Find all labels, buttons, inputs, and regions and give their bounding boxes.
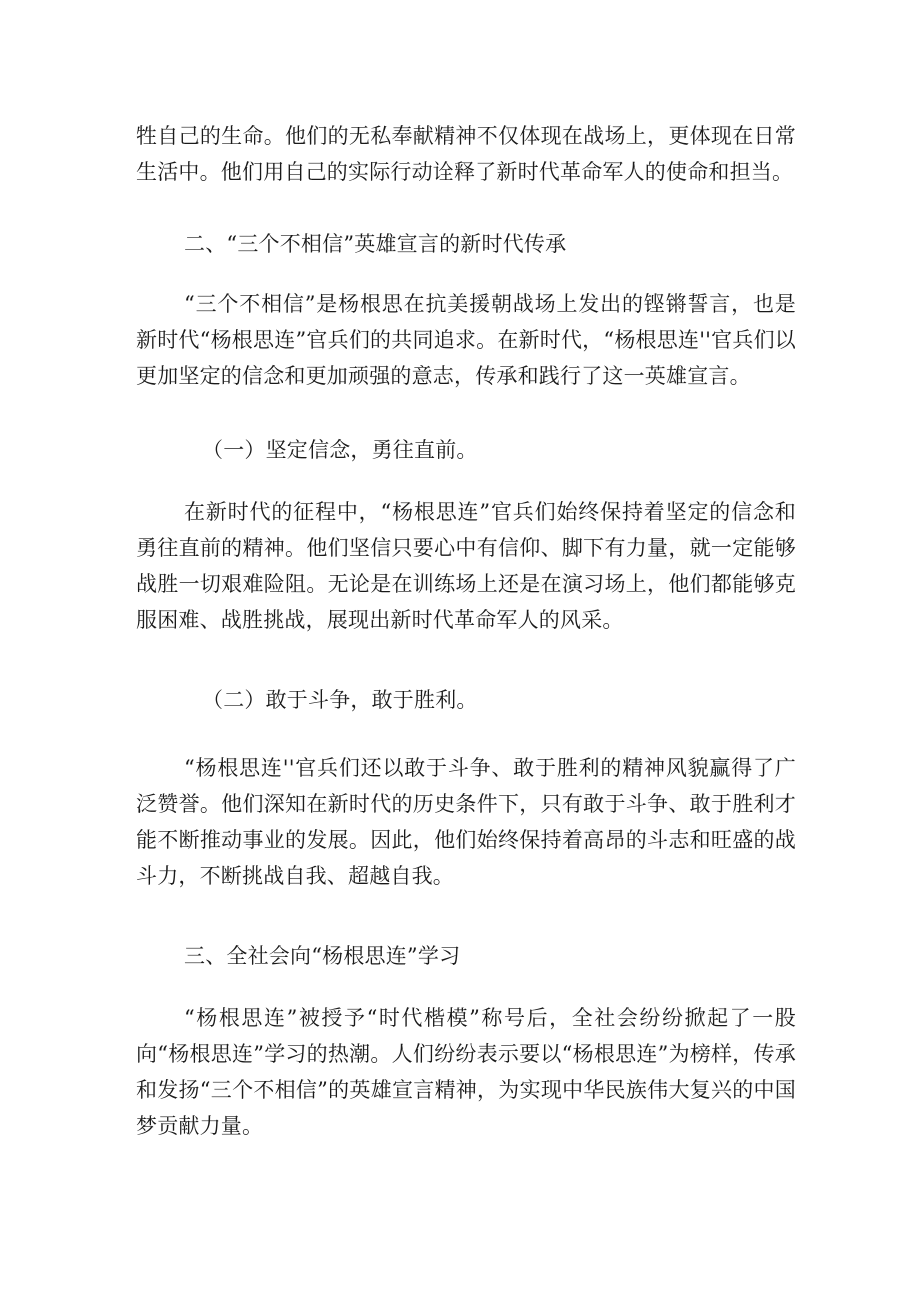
paragraph-dare-to-fight: “杨根思连''官兵们还以敢于斗争、敢于胜利的精神风貌赢得了广泛赞誉。他们深知在新时代的历史条件下，只有敢于斗争、敢于胜利才能不断推动事业的发展。因此，他们始终保持着高昂的斗志和旺盛的战斗力，不断挑战自我、超越自我。 <box>136 756 796 888</box>
paragraph-firm-belief: 在新时代的征程中，“杨根思连”官兵们始终保持着坚定的信念和勇往直前的精神。他们坚信只要心中有信仰、脚下有力量，就一定能够战胜一切艰难险阻。无论是在训练场上还是在演习场上，他们都能够克服困难、战胜挑战，展现出新时代革命军人的风采。 <box>136 500 796 632</box>
paragraph-learn-from-company: “杨根思连”被授予“时代楷模”称号后，全社会纷纷掀起了一股向“杨根思连”学习的热潮。人们纷纷表示要以“杨根思连”为榜样，传承和发扬“三个不相信”的英雄宣言精神，为实现中华民族伟大复兴的中国梦贡献力量。 <box>136 1006 796 1138</box>
paragraph-sacrifice-continued: 牲自己的生命。他们的无私奉献精神不仅体现在战场上，更体现在日常生活中。他们用自己的实际行动诠释了新时代革命军人的使命和担当。 <box>136 124 796 184</box>
subheading-two: （二）敢于斗争，敢于胜利。 <box>202 688 478 712</box>
paragraph-three-disbeliefs: “三个不相信”是杨根思在抗美援朝战场上发出的铿锵誓言，也是新时代“杨根思连”官兵们的共同追求。在新时代，“杨根思连''官兵们以更加坚定的信念和更加顽强的意志，传承和践行了这一英雄宣言。 <box>136 292 796 388</box>
subheading-one: （一）坚定信念，勇往直前。 <box>202 438 478 462</box>
section-heading-three: 三、全社会向“杨根思连”学习 <box>184 944 461 968</box>
section-heading-two: 二、“三个不相信”英雄宣言的新时代传承 <box>184 232 567 256</box>
